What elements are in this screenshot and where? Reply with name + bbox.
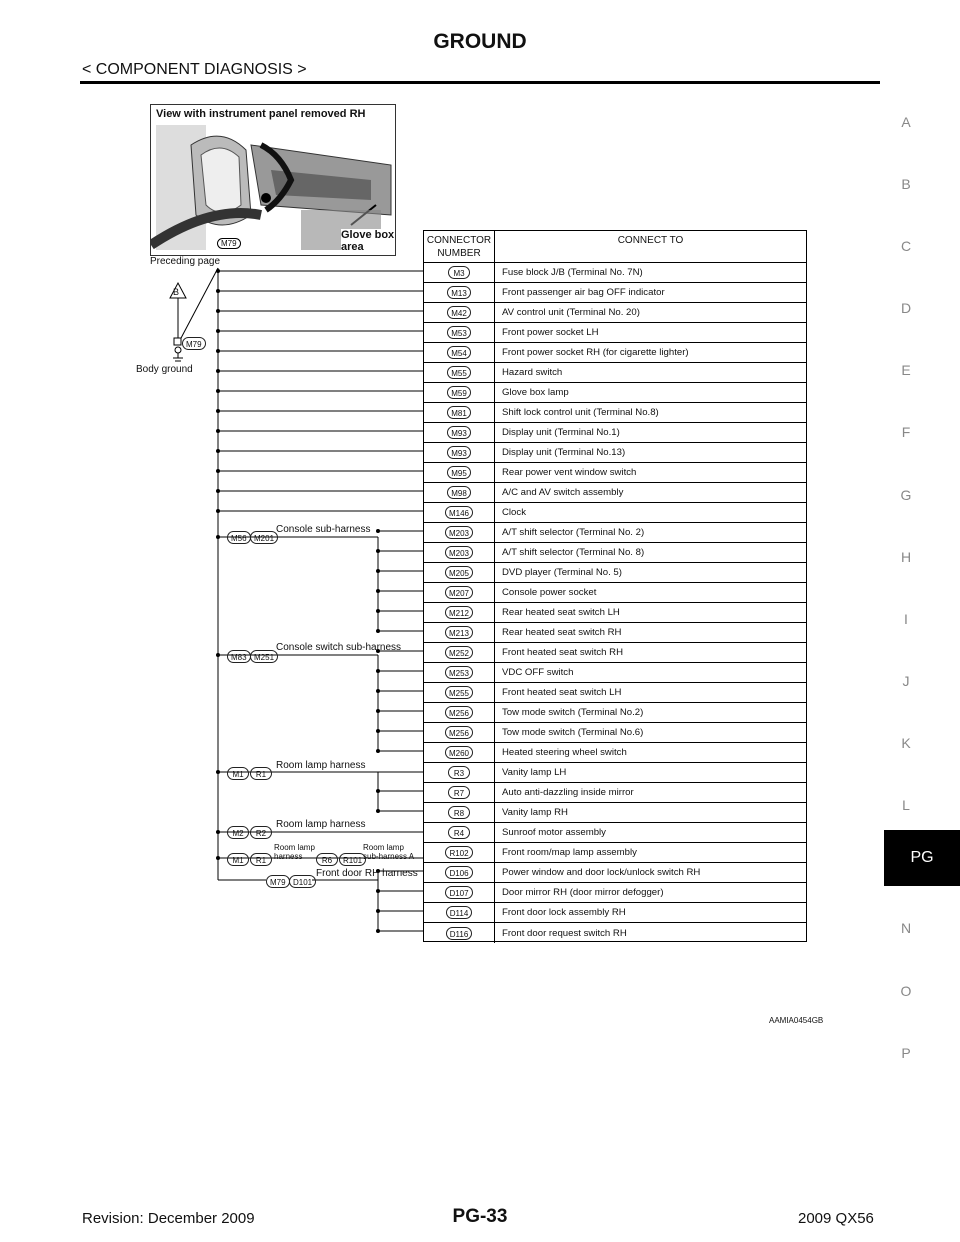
side-index-o[interactable]: O: [900, 983, 912, 999]
splice-dot: [376, 929, 380, 933]
splice-dot: [216, 449, 220, 453]
side-index-l[interactable]: L: [902, 797, 910, 813]
connector-id: M203: [445, 546, 473, 559]
connect-to-cell: Vanity lamp LH: [502, 767, 567, 778]
connector-cell: [424, 523, 495, 543]
connector-cell: [424, 423, 495, 443]
room-lamp-1-connector-1: M1: [227, 767, 249, 780]
connector-id: M3: [448, 266, 470, 279]
room-lamp-2-harness-label: Room lamp harness: [276, 819, 366, 830]
connect-to-cell: Front passenger air bag OFF indicator: [502, 287, 665, 298]
connector-id: M203: [445, 526, 473, 539]
connector-id: M59: [447, 386, 471, 399]
connect-to-cell: Rear heated seat switch LH: [502, 607, 620, 618]
table-row: [424, 723, 806, 743]
header-connector-number: CONNECTOR NUMBER: [424, 231, 495, 262]
connect-to-cell: Door mirror RH (door mirror defogger): [502, 887, 664, 898]
room-lamp-1-connector-2: R1: [250, 767, 272, 780]
connector-id: M93: [447, 446, 471, 459]
table-row: [424, 423, 806, 443]
table-row: [424, 403, 806, 423]
connector-cell: [424, 283, 495, 303]
connector-id: R102: [445, 846, 472, 859]
connector-id: D116: [446, 927, 473, 940]
connector-id: M54: [447, 346, 471, 359]
connect-to-cell: Front room/map lamp assembly: [502, 847, 637, 858]
table-row: [424, 563, 806, 583]
connect-to-cell: Console power socket: [502, 587, 597, 598]
room-lamp-2-connector-2: R2: [250, 826, 272, 839]
splice-dot: [216, 830, 220, 834]
connector-table: [423, 230, 807, 942]
side-index-g[interactable]: G: [900, 487, 912, 503]
connect-to-cell: Heated steering wheel switch: [502, 747, 627, 758]
table-row: [424, 543, 806, 563]
connector-cell: [424, 663, 495, 683]
connect-to-cell: A/T shift selector (Terminal No. 8): [502, 547, 645, 558]
connector-id: R3: [448, 766, 470, 779]
connector-cell: [424, 723, 495, 743]
connector-id: M205: [445, 566, 473, 579]
glove-box-callout: Glove box area: [341, 229, 395, 253]
room-lamp-3-connector-2: R1: [250, 853, 272, 866]
room-lamp-1-harness-label: Room lamp harness: [276, 760, 366, 771]
front-door-harness-label: Front door RH harness: [316, 868, 418, 879]
room-lamp-3-connector-3: R6: [316, 853, 338, 866]
ground-marker-label: B: [173, 287, 180, 297]
connect-to-cell: Front heated seat switch LH: [502, 687, 622, 698]
connector-id: M95: [447, 466, 471, 479]
console-switch-connector-1: M83: [227, 650, 251, 663]
connector-id: M212: [445, 606, 473, 619]
table-body: [424, 263, 806, 943]
connect-to-cell: Clock: [502, 507, 526, 518]
figure-code: AAMIA0454GB: [769, 1016, 824, 1025]
connector-cell: [424, 643, 495, 663]
table-row: [424, 323, 806, 343]
splice-dot: [216, 289, 220, 293]
splice-dot: [216, 509, 220, 513]
splice-dot: [216, 409, 220, 413]
splice-dot: [216, 856, 220, 860]
console-sub-harness-label: Console sub-harness: [276, 524, 371, 535]
connect-to-cell: Vanity lamp RH: [502, 807, 568, 818]
splice-dot: [376, 529, 380, 533]
connector-id: M256: [445, 726, 473, 739]
connector-cell: [424, 483, 495, 503]
side-index-f[interactable]: F: [901, 424, 911, 440]
splice-dot: [376, 549, 380, 553]
table-row: [424, 383, 806, 403]
connect-to-cell: Rear heated seat switch RH: [502, 627, 622, 638]
connector-cell: [424, 703, 495, 723]
ground-symbol: [175, 347, 181, 353]
connector-id: M255: [445, 686, 473, 699]
splice-dot: [376, 889, 380, 893]
table-row: [424, 463, 806, 483]
console-sub-connector-2: M201: [250, 531, 278, 544]
connector-id: M146: [445, 506, 473, 519]
splice-dot: [216, 535, 220, 539]
connect-to-cell: Front power socket RH (for cigarette lighter): [502, 347, 689, 358]
connector-cell: [424, 363, 495, 383]
connect-to-cell: Display unit (Terminal No.1): [502, 427, 620, 438]
connector-cell: [424, 443, 495, 463]
splice-dot: [376, 569, 380, 573]
table-row: [424, 303, 806, 323]
page-title: GROUND: [433, 30, 527, 53]
connector-id: M252: [445, 646, 473, 659]
side-index-e[interactable]: E: [901, 362, 911, 378]
section-subtitle: < COMPONENT DIAGNOSIS >: [82, 61, 307, 78]
room-lamp-3-left-label: Room lamp harness: [274, 843, 315, 861]
table-row: [424, 263, 806, 283]
connector-id: M81: [447, 406, 471, 419]
table-row: [424, 503, 806, 523]
connector-cell: [424, 543, 495, 563]
table-row: [424, 643, 806, 663]
revision-date: Revision: December 2009: [82, 1210, 255, 1227]
connector-id: R4: [448, 826, 470, 839]
connector-id: M53: [447, 326, 471, 339]
table-row: [424, 883, 806, 903]
table-row: [424, 623, 806, 643]
table-row: [424, 703, 806, 723]
preceding-page-label: Preceding page: [150, 256, 221, 267]
connector-id: D114: [446, 906, 473, 919]
splice-dot: [376, 689, 380, 693]
room-lamp-2-connector-1: M2: [227, 826, 249, 839]
connector-cell: [424, 403, 495, 423]
table-row: [424, 763, 806, 783]
splice-dot: [376, 629, 380, 633]
connect-to-cell: Shift lock control unit (Terminal No.8): [502, 407, 659, 418]
connect-to-cell: VDC OFF switch: [502, 667, 574, 678]
table-row: [424, 523, 806, 543]
connect-to-cell: Fuse block J/B (Terminal No. 7N): [502, 267, 643, 278]
connector-cell: [424, 603, 495, 623]
room-lamp-3-connector-1: M1: [227, 853, 249, 866]
connector-id: R7: [448, 786, 470, 799]
connect-to-cell: DVD player (Terminal No. 5): [502, 567, 622, 578]
side-tab-active[interactable]: PG: [884, 830, 960, 886]
splice-dot: [376, 909, 380, 913]
connect-to-cell: A/T shift selector (Terminal No. 2): [502, 527, 645, 538]
connector-cell: [424, 263, 495, 283]
connect-to-cell: Hazard switch: [502, 367, 563, 378]
connector-id: M213: [445, 626, 473, 639]
connect-to-cell: Glove box lamp: [502, 387, 569, 398]
connector-cell: [424, 383, 495, 403]
connector-cell: [424, 863, 495, 883]
splice-dot: [216, 469, 220, 473]
table-row: [424, 903, 806, 923]
table-row: [424, 843, 806, 863]
console-switch-connector-2: M251: [250, 650, 278, 663]
connector-cell: [424, 623, 495, 643]
side-index-c[interactable]: C: [900, 238, 912, 254]
table-row: [424, 743, 806, 763]
table-row: [424, 923, 806, 943]
splice-dot: [216, 489, 220, 493]
table-header: [424, 231, 806, 263]
connector-cell: [424, 823, 495, 843]
splice-dot: [376, 589, 380, 593]
table-row: [424, 683, 806, 703]
connector-id: D106: [445, 866, 472, 879]
ground-connector: M79: [182, 337, 206, 350]
connector-cell: [424, 743, 495, 763]
photo-connector-label: M79: [217, 238, 241, 249]
photo-title: View with instrument panel removed RH: [156, 108, 366, 120]
connector-cell: [424, 803, 495, 823]
splice-dot: [216, 309, 220, 313]
connector-cell: [424, 843, 495, 863]
connector-id: M42: [447, 306, 471, 319]
connector-id: M93: [447, 426, 471, 439]
connect-to-cell: Tow mode switch (Terminal No.2): [502, 707, 644, 718]
connector-cell: [424, 563, 495, 583]
table-row: [424, 363, 806, 383]
connector-id: M13: [447, 286, 471, 299]
room-lamp-3-connector-4: R101: [339, 853, 366, 866]
console-switch-harness-label: Console switch sub-harness: [276, 642, 402, 653]
connector-id: M55: [447, 366, 471, 379]
connect-to-cell: Tow mode switch (Terminal No.6): [502, 727, 644, 738]
splice-dot: [216, 770, 220, 774]
ground-terminal: [174, 338, 181, 345]
connector-id: R8: [448, 806, 470, 819]
side-index-j[interactable]: J: [902, 673, 910, 689]
table-row: [424, 823, 806, 843]
table-row: [424, 803, 806, 823]
ground-link: [180, 268, 218, 340]
table-row: [424, 343, 806, 363]
connect-to-cell: Front power socket LH: [502, 327, 599, 338]
side-index-n[interactable]: N: [900, 920, 912, 936]
model-name: 2009 QX56: [798, 1210, 874, 1227]
front-door-connector-1: M79: [266, 875, 290, 888]
connect-to-cell: Sunroof motor assembly: [502, 827, 606, 838]
splice-dot: [376, 669, 380, 673]
connect-to-cell: Power window and door lock/unlock switch RH: [502, 867, 701, 878]
connector-cell: [424, 883, 495, 903]
connector-cell: [424, 343, 495, 363]
connector-cell: [424, 763, 495, 783]
connect-to-cell: Front heated seat switch RH: [502, 647, 624, 658]
connect-to-cell: AV control unit (Terminal No. 20): [502, 307, 640, 318]
connect-to-cell: Auto anti-dazzling inside mirror: [502, 787, 634, 798]
splice-dot: [376, 809, 380, 813]
table-row: [424, 783, 806, 803]
connector-cell: [424, 583, 495, 603]
connect-to-cell: A/C and AV switch assembly: [502, 487, 624, 498]
body-ground-label: Body ground: [136, 364, 193, 375]
table-row: [424, 583, 806, 603]
front-door-connector-2: D101: [289, 875, 316, 888]
connector-cell: [424, 683, 495, 703]
side-index-p[interactable]: P: [901, 1045, 911, 1061]
connector-id: M253: [445, 666, 473, 679]
header-connect-to: CONNECT TO: [617, 235, 684, 246]
connect-to-cell: Front door request switch RH: [502, 927, 627, 939]
connector-id: M207: [445, 586, 473, 599]
splice-dot: [216, 369, 220, 373]
connect-to-cell: Display unit (Terminal No.13): [502, 447, 626, 458]
splice-dot: [376, 749, 380, 753]
page-number: PG-33: [452, 1206, 508, 1227]
side-index-i[interactable]: I: [904, 611, 908, 627]
console-sub-connector-1: M56: [227, 531, 251, 544]
splice-dot: [216, 429, 220, 433]
connector-cell: [424, 783, 495, 803]
table-row: [424, 863, 806, 883]
splice-dot: [376, 789, 380, 793]
connector-id: M256: [445, 706, 473, 719]
splice-dot: [376, 609, 380, 613]
room-lamp-3-right-label: Room lamp sub-harness A: [363, 843, 415, 861]
splice-dot: [376, 729, 380, 733]
connector-cell: [424, 923, 495, 943]
connector-id: D107: [445, 886, 472, 899]
side-index-d[interactable]: D: [900, 300, 912, 316]
table-row: [424, 283, 806, 303]
side-index-h[interactable]: H: [900, 549, 912, 565]
splice-dot: [216, 653, 220, 657]
table-row: [424, 663, 806, 683]
connector-cell: [424, 903, 495, 923]
table-row: [424, 603, 806, 623]
connect-to-cell: Rear power vent window switch: [502, 467, 637, 478]
splice-dot: [216, 329, 220, 333]
splice-dot: [376, 709, 380, 713]
table-row: [424, 443, 806, 463]
splice-dot: [216, 349, 220, 353]
side-index-a[interactable]: A: [901, 114, 911, 130]
splice-dot: [216, 389, 220, 393]
connector-id: M260: [445, 746, 473, 759]
connector-cell: [424, 303, 495, 323]
connector-cell: [424, 503, 495, 523]
side-index-k[interactable]: K: [901, 735, 911, 751]
connect-to-cell: Front door lock assembly RH: [502, 907, 626, 918]
connector-cell: [424, 463, 495, 483]
connector-id: M98: [447, 486, 471, 499]
connector-cell: [424, 323, 495, 343]
table-row: [424, 483, 806, 503]
side-index-b[interactable]: B: [901, 176, 911, 192]
